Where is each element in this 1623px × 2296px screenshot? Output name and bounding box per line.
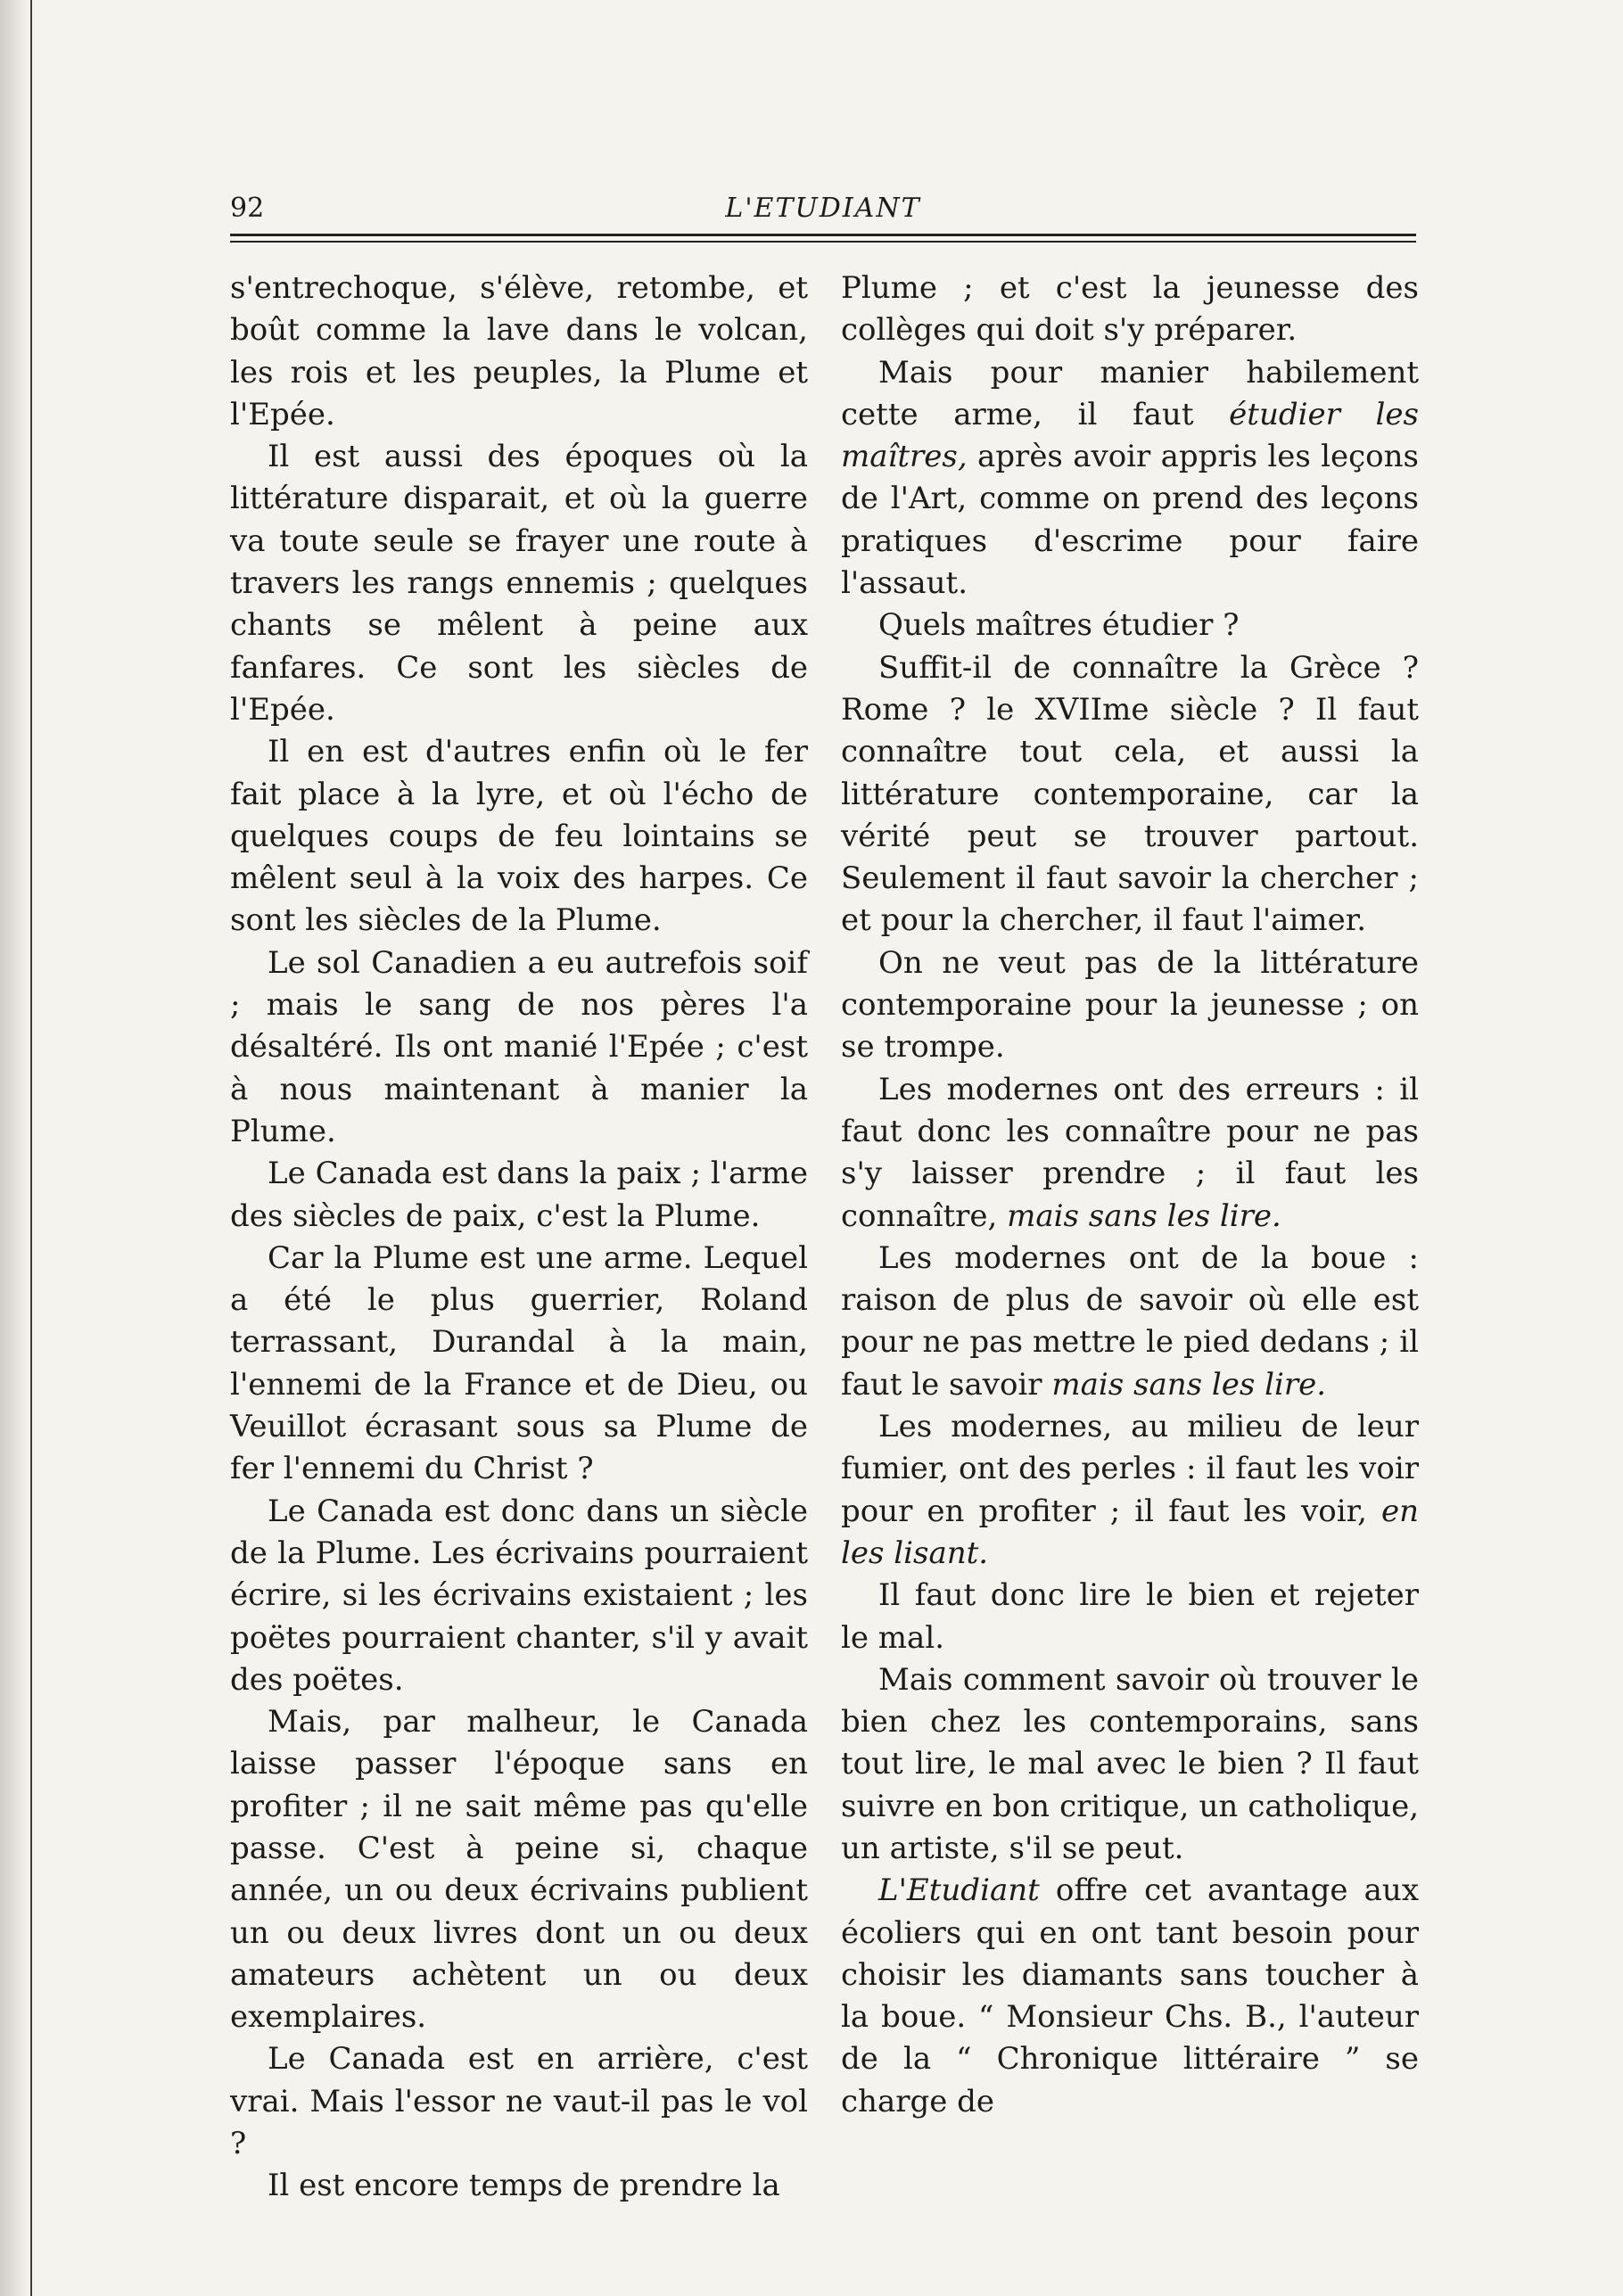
italic-phrase: L'Etudiant: [878, 1872, 1040, 1909]
paragraph: Mais, par malheur, le Canada laisse passer l'époque sans en profiter ; il ne sait même pas qu'elle passe. C'est à peine si, chaque année, un ou deux écrivains publient un ou deux livres dont un ou deux amateurs achètent un ou deux exemplaires.: [230, 1704, 808, 2036]
right-column: [841, 267, 1419, 2123]
paragraph: [841, 1870, 1419, 2123]
running-title: L'ETUDIANT: [725, 193, 921, 224]
header-rule-thick: [230, 234, 1416, 236]
paragraph-text: Les modernes, au milieu de leur fumier, ont des perles : il faut les voir pour en profiter ; il faut les voir,: [841, 1409, 1419, 1529]
paragraph: [841, 352, 1419, 605]
page-binding-edge: [0, 0, 32, 2296]
left-column: [230, 267, 808, 2208]
italic-phrase: mais sans les lire.: [1007, 1197, 1281, 1234]
paragraph: Quels maîtres étudier ?: [878, 607, 1240, 644]
italic-phrase: en les lisant.: [841, 1493, 1419, 1571]
paragraph: Il est encore temps de prendre la: [268, 2168, 780, 2204]
paragraph: Il est aussi des époques où la littérature disparait, et où la guerre va toute seule se frayer une route à travers les rangs ennemis ; quelques chants se mêlent à peine aux fanfares. Ce sont les siècles de l'Epée.: [230, 439, 808, 728]
paragraph: Car la Plume est une arme. Lequel a été le plus guerrier, Roland terrassant, Durandal à la main, l'ennemi de la France et de Dieu, ou Veuillot écrasant sous sa Plume de fer l'ennemi du Christ ?: [230, 1239, 808, 1487]
paragraph: Le Canada est dans la paix ; l'arme des siècles de paix, c'est la Plume.: [230, 1156, 808, 1234]
page-header: [230, 187, 1416, 241]
paragraph: Le Canada est donc dans un siècle de la Plume. Les écrivains pourraient écrire, si les écrivains existaient ; les poëtes pourraient chanter, s'il y avait des poëtes.: [230, 1493, 808, 1698]
paragraph: Il en est d'autres enfin où le fer fait place à la lyre, et où l'écho de quelques coups de feu lointains se mêlent seul à la voix des harpes. Ce sont les siècles de la Plume.: [230, 734, 808, 939]
paragraph-text: Mais pour manier habilement cette arme, il faut: [841, 354, 1419, 432]
paragraph: Mais comment savoir où trouver le bien chez les contemporains, sans tout lire, le mal avec le bien ? Il faut suivre en bon critique, un catholique, un artiste, s'il se peut.: [841, 1661, 1419, 1866]
paragraph-text: Les modernes ont de la boue : raison de plus de savoir où elle est pour ne pas mettre le pied dedans ; il faut le savoir: [841, 1239, 1419, 1403]
paragraph: On ne veut pas de la littérature contemporaine pour la jeunesse ; on se trompe.: [841, 944, 1419, 1066]
paragraph: Le sol Canadien a eu autrefois soif ; mais le sang de nos pères l'a désaltéré. Ils ont manié l'Epée ; c'est à nous maintenant à manier la Plume.: [230, 944, 808, 1149]
paragraph-text: après avoir appris les leçons de l'Art, comme on prend des leçons pratiques d'escrime pour faire l'assaut.: [841, 439, 1419, 602]
paragraph: Il faut donc lire le bien et rejeter le mal.: [841, 1577, 1419, 1656]
paragraph: s'entrechoque, s'élève, retombe, et boût comme la lave dans le volcan, les rois et les peuples, la Plume et l'Epée.: [230, 270, 808, 432]
paragraph: [841, 1406, 1419, 1575]
paragraph: [841, 1069, 1419, 1238]
italic-phrase: étudier les maîtres,: [841, 396, 1419, 475]
paragraph: Suffit-il de connaître la Grèce ? Rome ? le XVIIme siècle ? Il faut connaître tout cela, et aussi la littérature contemporaine, car la vérité peut se trouver partout. Seulement il faut savoir la chercher ; et pour la chercher, il faut l'aimer.: [841, 649, 1419, 939]
paragraph: [841, 1238, 1419, 1406]
italic-phrase: mais sans les lire.: [1051, 1366, 1327, 1403]
paragraph: Plume ; et c'est la jeunesse des collèges qui doit s'y préparer.: [841, 270, 1419, 349]
paragraph-text: Les modernes ont des erreurs : il faut donc les connaître pour ne pas s'y laisser prendre ; il faut les connaître,: [841, 1071, 1419, 1234]
header-rule-thin: [230, 241, 1416, 243]
paragraph: Le Canada est en arrière, c'est vrai. Mais l'essor ne vaut-il pas le vol ?: [230, 2041, 808, 2162]
page-number: 92: [230, 193, 265, 224]
paragraph-text: offre cet avantage aux écoliers qui en ont tant besoin pour choisir les diamants sans toucher à la boue. “ Monsieur Chs. B., l'auteur de la “ Chronique littéraire ” se charge de: [841, 1872, 1419, 2119]
